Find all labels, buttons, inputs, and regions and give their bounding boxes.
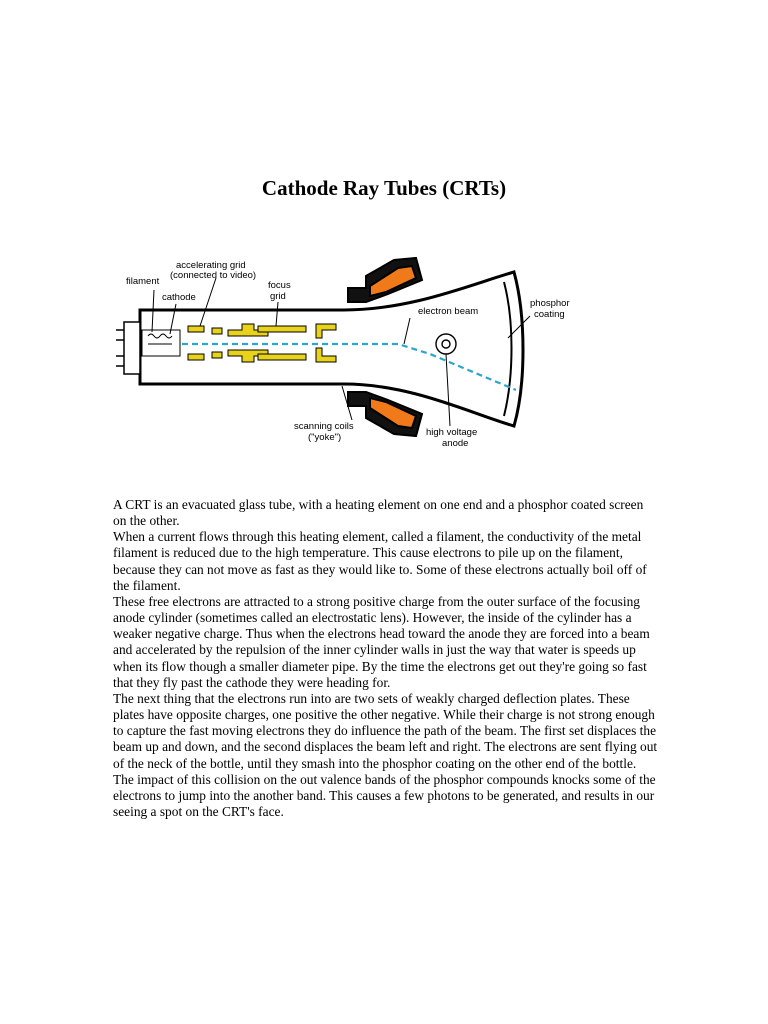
label-scanning-coils-2: ("yoke"): [308, 432, 342, 443]
label-electron-beam: electron beam: [418, 306, 479, 317]
label-focus-grid-2: grid: [270, 291, 286, 302]
glass-envelope: [140, 272, 523, 426]
label-accelerating-grid: accelerating grid: [176, 260, 246, 271]
paragraph: The impact of this collision on the out valence bands of the phosphor compounds knocks some of the electrons to jump into the another band. This causes a few photons to be generated, and results in our seeing a spot on the CRT's face.: [113, 771, 656, 819]
page-title: Cathode Ray Tubes (CRTs): [261, 176, 507, 200]
label-focus-grid: focus: [268, 280, 291, 291]
label-high-voltage: high voltage: [426, 427, 478, 438]
label-anode: anode: [442, 438, 469, 449]
crt-diagram-svg: [112, 236, 582, 462]
label-cathode: cathode: [162, 292, 196, 303]
paragraph: The next thing that the electrons run into are two sets of weakly charged deflection plates. These plates have opposite charges, one positive the other negative. While their charge is not strong enough to capture the fast moving electrons they do influence the path of the beam. The first set displaces the beam up and down, and the second displaces the beam left and right. The electrons are sent flying out of the neck of the bottle, until they smash into the phosphor coating on the other end of the bottle.: [113, 690, 658, 771]
tube-base: [116, 322, 140, 374]
label-phosphor-coating-2: coating: [534, 309, 565, 320]
label-scanning-coils: scanning coils: [294, 421, 354, 432]
paragraph: A CRT is an evacuated glass tube, with a heating element on one end and a phosphor coated screen on the other.: [113, 497, 644, 529]
paragraph: When a current flows through this heating element, called a filament, the conductivity of the metal filament is reduced due to the high temperature. This cause electrons to pile up on the filament, because they can not move as fast as they would like to. Some of these electrons actually boil off of the filament.: [113, 529, 647, 593]
label-accelerating-grid-note: (connected to video): [170, 270, 257, 281]
crt-diagram: [112, 236, 582, 462]
paragraph: These free electrons are attracted to a strong positive charge from the outer surface of the focusing anode cylinder (sometimes called an electrostatic lens). However, the inside of the cylinder has a weaker negative charge. Thus when the electrons head toward the anode they are forced into a beam and accelerated by the repulsion of the inner cylinder walls in just the way that water is speeds up when its flow though a smaller diameter pipe. By the time the electrons get out they're going so fast that they fly past the cathode they were heading for.: [113, 593, 650, 690]
label-filament: filament: [126, 276, 160, 287]
body-text: [113, 497, 658, 820]
label-phosphor-coating: phosphor: [530, 298, 570, 309]
